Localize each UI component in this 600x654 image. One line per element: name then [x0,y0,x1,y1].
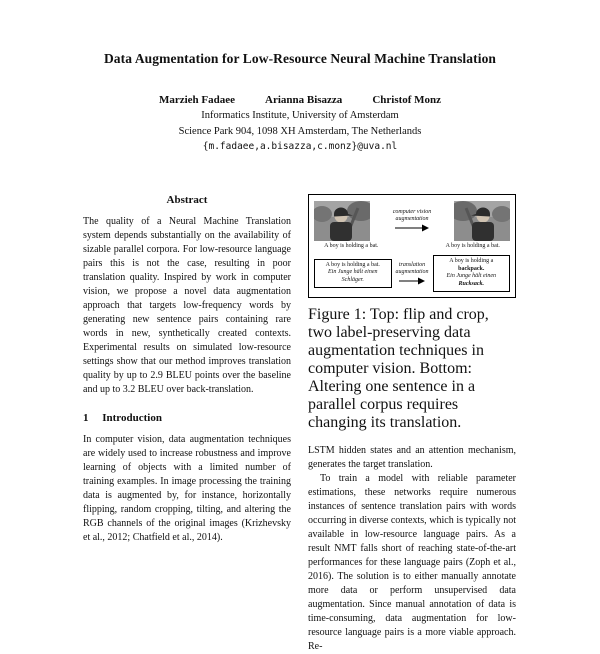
figure-top-row [314,201,510,241]
arrow-label-line-2: augmentation [395,268,429,275]
affiliation-line-2: Science Park 904, 1098 XH Amsterdam, The Netherlands [178,125,422,137]
abstract-heading: Abstract [166,193,208,206]
author-3: Christof Monz [372,93,442,106]
arrow-label-line-1: translation [398,261,426,268]
right-arrow-icon [395,224,429,232]
figure-1-caption: Figure 1: Top: flip and crop, two label-preserving data augmentation techniques in computer vision. Bottom: Altering one sentence in a parallel corpus requires changing its translation. [308,305,489,431]
body-paragraph-2: To train a model with reliable parameter estimations, these networks require numerous instances of sentence translation pairs with words occurring in diverse contexts, which is typically not available in low-resource language pairs. As a result NMT falls short of reaching state-of-the-art performances for these language pairs (Zoph et al., 2016). The solution is to either manually annotate more data or perform unsupervised data augmentation. Since manual annotation of data is time-consuming, data augmentation for low-resource language pairs is a more viable approach. Re- [308,472,516,652]
section-1-heading [83,412,291,424]
arrow-label-line-1: computer vision [392,209,432,216]
figure-bottom-row [314,255,510,292]
paper-title: Data Augmentation for Low-Resource Neural Machine Translation [103,51,497,66]
left-column [83,194,291,654]
photo-caption-left: A boy is holding a bat. [324,242,379,249]
section-title: Introduction [102,411,162,424]
affiliation-line-1: Informatics Institute, University of Amsterdam [201,109,399,121]
body-paragraph-continuation: LSTM hidden states and an attention mechanism, generates the target translation. [308,444,516,470]
author-2: Arianna Bisazza [265,93,343,106]
translation-augmentation-arrow [392,262,433,285]
section-number: 1 [83,411,89,424]
augmented-english-sentence [437,258,507,274]
computer-vision-augmentation-arrow [370,209,454,232]
intro-paragraph: In computer vision, data augmentation techniques are widely used to increase robustness and improve learning of objects with a limited number of training examples. In image processing the training data is augmented by, for instance, horizontally flipping, random cropping, tilting, and altering the RGB channels of the original images (Krizhevsky et al., 2012; Chatfield et al., 2014). [83,433,291,543]
boy-with-bat-photo-flipped-cropped [454,201,510,241]
sentence-prefix: A boy is holding a [449,257,494,264]
right-arrow-icon [399,277,425,285]
translation-augmentation-label [396,262,429,276]
author-list [83,94,517,106]
augmented-sentence-pair-box [433,255,511,292]
source-german-sentence: Ein Junge hält einen Schläger. [328,269,378,284]
arrow-label-line-2: augmentation [395,216,429,223]
right-column [308,194,516,654]
figure-1 [308,194,516,432]
boy-with-bat-photo-original [314,201,370,241]
replaced-word: Rucksack. [458,281,484,288]
sentence-prefix: Ein Junge hält einen [446,273,496,280]
augmented-german-sentence [437,273,507,289]
two-column-body [83,194,517,654]
computer-vision-augmentation-label [393,209,432,223]
photo-captions-row [314,243,510,249]
author-emails: {m.fadaee,a.bisazza,c.monz}@uva.nl [202,140,398,152]
figure-1-box [308,194,516,298]
abstract-text: The quality of a Neural Machine Translation system depends substantially on the availability of sizable parallel corpora. For low-resource language pairs this is not the case, resulting in poor translation quality. Inspired by work in computer vision, we propose a novel data augmentation approach that targets low-frequency words by generating new sentence pairs containing rare words in new, synthetically created contexts. Experimental results on simulated low-resource settings show that our method improves translation quality by up to 2.9 BLEU points over the baseline and up to 3.2 BLEU over back-translation. [83,215,291,395]
author-1: Marzieh Fadaee [158,93,235,106]
source-sentence-pair-box [314,259,392,288]
caption-spacer [388,243,435,249]
photo-caption-right: A boy is holding a bat. [445,242,500,249]
source-english-sentence: A boy is holding a bat. [325,261,380,268]
replaced-word: backpack. [458,265,485,272]
